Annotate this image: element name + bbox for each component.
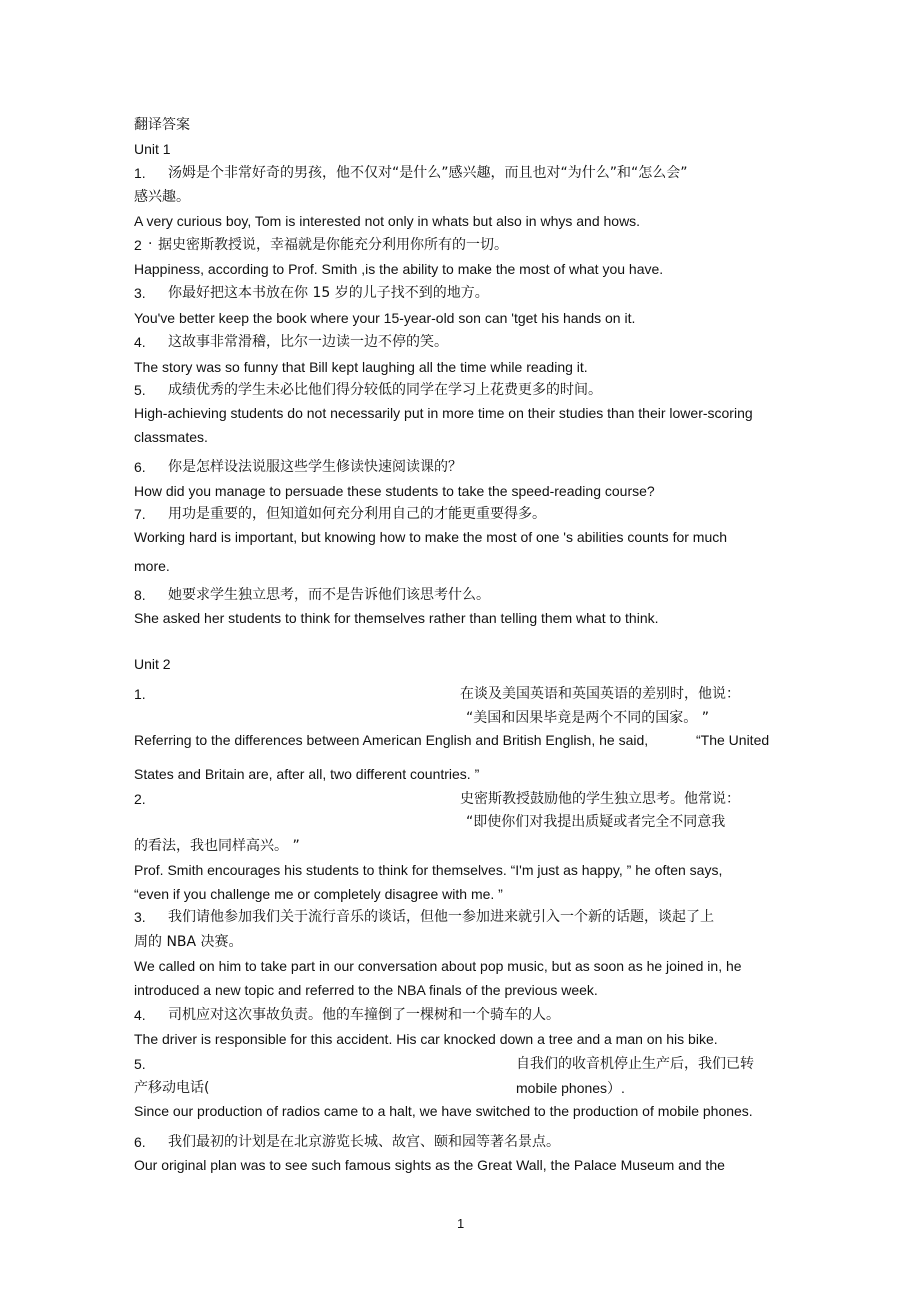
unit2-heading: Unit 2	[134, 656, 171, 672]
u2-item1-english-cont: States and Britain are, after all, two different countries. ”	[134, 766, 480, 782]
u2-item5-chinese-cont: 产移动电话(	[134, 1080, 210, 1096]
u2-item2-chinese-cont2: 的看法，我也同样高兴。 ”	[134, 838, 300, 854]
u1-item2-chinese: 据史密斯教授说，幸福就是你能充分利用你所有的一切。	[158, 237, 508, 253]
u1-item8-number: 8.	[134, 587, 146, 603]
u1-item3-chinese: 你最好把这本书放在你 15 岁的儿子找不到的地方。	[168, 285, 489, 301]
u1-item1-chinese-cont: 感兴趣。	[134, 189, 190, 205]
u2-item3-chinese-cont: 周的 NBA 决赛。	[134, 934, 243, 950]
u1-item7-english-cont: more.	[134, 558, 170, 574]
u2-item2-english-cont: “even if you challenge me or completely disagree with me. ”	[134, 886, 503, 902]
u1-item8-english: She asked her students to think for themselves rather than telling them what to think.	[134, 610, 659, 626]
u2-item5-chinese: 自我们的收音机停止生产后，我们已转	[516, 1056, 754, 1072]
u1-item6-english: How did you manage to persuade these students to take the speed-reading course?	[134, 483, 655, 499]
u2-item2-chinese: 史密斯教授鼓励他的学生独立思考。他常说：	[460, 791, 740, 807]
u1-item4-english: The story was so funny that Bill kept laughing all the time while reading it.	[134, 359, 588, 375]
u2-item1-number: 1.	[134, 686, 146, 702]
u2-item2-english: Prof. Smith encourages his students to think for themselves. “I'm just as happy, ” he often says,	[134, 862, 723, 878]
u2-item1-chinese: 在谈及美国英语和英国英语的差别时，他说：	[460, 686, 740, 702]
u1-item4-number: 4.	[134, 334, 146, 350]
u2-item5-english: Since our production of radios came to a halt, we have switched to the production of mobile phones.	[134, 1103, 753, 1119]
u1-item7-english: Working hard is important, but knowing how to make the most of one 's abilities counts for much	[134, 529, 728, 545]
u1-item6-chinese: 你是怎样设法说服这些学生修读快速阅读课的？	[168, 459, 462, 475]
u2-item6-english: Our original plan was to see such famous sights as the Great Wall, the Palace Museum and the	[134, 1157, 725, 1173]
u1-item2-bullet: ·	[148, 236, 153, 252]
u1-item1-english: A very curious boy, Tom is interested not only in whats but also in whys and hows.	[134, 213, 641, 229]
u2-item3-english: We called on him to take part in our conversation about pop music, but as soon as he joined in, he	[134, 958, 742, 974]
u2-item2-chinese-cont: “即使你们对我提出质疑或者完全不同意我	[466, 814, 726, 830]
u1-item3-english: You've better keep the book where your 15-year-old son can 'tget his hands on it.	[134, 310, 636, 326]
u1-item8-chinese: 她要求学生独立思考，而不是告诉他们该思考什么。	[168, 587, 490, 603]
u1-item4-chinese: 这故事非常滑稽，比尔一边读一边不停的笑。	[168, 334, 448, 350]
u2-item4-english: The driver is responsible for this accident. His car knocked down a tree and a man on his bike.	[134, 1031, 718, 1047]
u1-item2-number: 2	[134, 237, 142, 253]
u2-item6-number: 6.	[134, 1134, 146, 1150]
u2-item4-number: 4.	[134, 1007, 146, 1023]
u2-item3-number: 3.	[134, 909, 146, 925]
u1-item1-number: 1.	[134, 165, 146, 181]
u1-item5-english: High-achieving students do not necessarily put in more time on their studies than their lower-scoring	[134, 405, 753, 421]
u1-item5-english-cont: classmates.	[134, 429, 208, 445]
u1-item5-number: 5.	[134, 382, 146, 398]
u1-item7-number: 7.	[134, 506, 146, 522]
unit1-heading: Unit 1	[134, 141, 171, 157]
u1-item5-chinese: 成绩优秀的学生未必比他们得分较低的同学在学习上花费更多的时间。	[168, 382, 602, 398]
u1-item2-english: Happiness, according to Prof. Smith ,is the ability to make the most of what you have.	[134, 261, 664, 277]
page-number: 1	[457, 1216, 465, 1231]
u1-item7-chinese: 用功是重要的，但知道如何充分利用自己的才能更重要得多。	[168, 506, 546, 522]
u1-item6-number: 6.	[134, 459, 146, 475]
u2-item3-english-cont: introduced a new topic and referred to the NBA finals of the previous week.	[134, 982, 598, 998]
u2-item4-chinese: 司机应对这次事故负责。他的车撞倒了一棵树和一个骑车的人。	[168, 1007, 560, 1023]
u2-item1-english: Referring to the differences between American English and British English, he said,	[134, 732, 649, 748]
u2-item1-chinese-cont: “美国和因果毕竟是两个不同的国家。 ”	[466, 710, 709, 726]
u2-item2-number: 2.	[134, 791, 146, 807]
u1-item3-number: 3.	[134, 285, 146, 301]
u2-item5-chinese-cont-en: mobile phones）.	[516, 1080, 625, 1096]
u2-item5-number: 5.	[134, 1056, 146, 1072]
u2-item1-english-quote: “The United	[696, 732, 770, 748]
doc-title: 翻译答案	[134, 117, 190, 133]
u1-item1-chinese: 汤姆是个非常好奇的男孩，他不仅对“是什么”感兴趣，而且也对“为什么”和“怎么会”	[168, 165, 688, 181]
u2-item6-chinese: 我们最初的计划是在北京游览长城、故宫、颐和园等著名景点。	[168, 1134, 560, 1150]
u2-item3-chinese: 我们请他参加我们关于流行音乐的谈话，但他一参加进来就引入一个新的话题，谈起了上	[168, 909, 714, 925]
